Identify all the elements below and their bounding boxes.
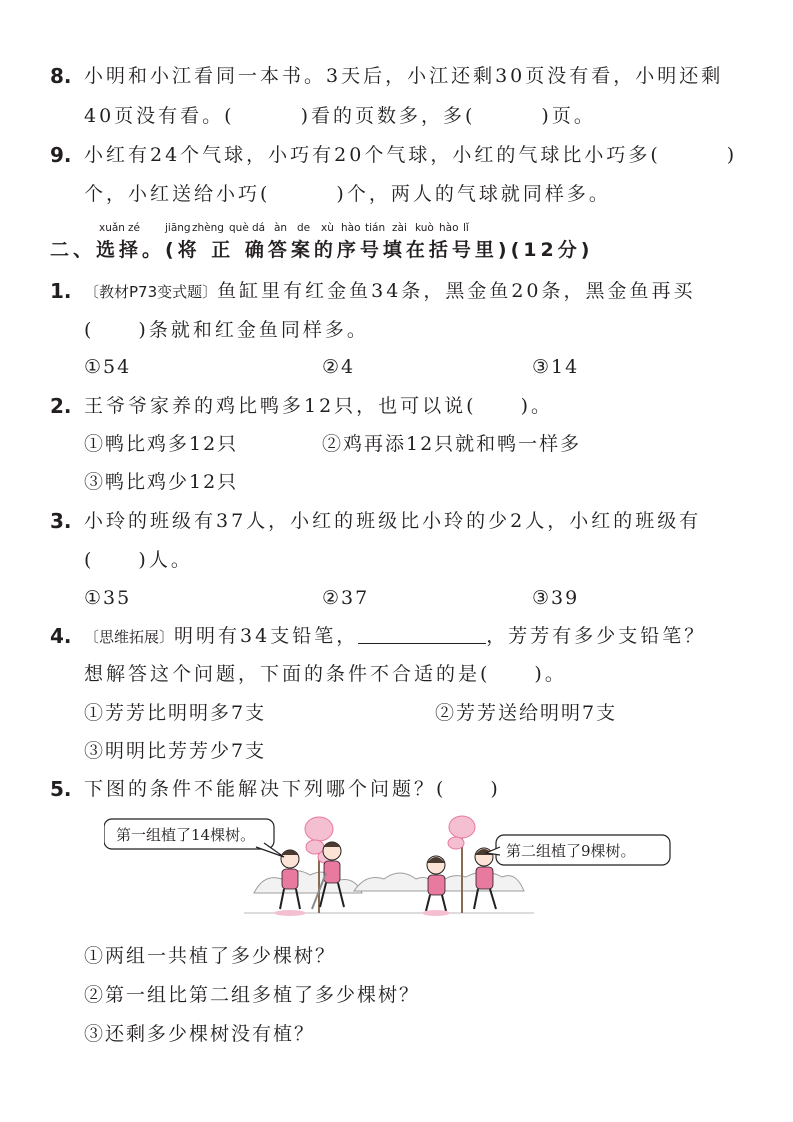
- choice-5-option-c[interactable]: ③还剩多少棵树没有植？: [84, 1023, 316, 1045]
- choice-1-tag: 〔教材P73变式题〕: [84, 283, 218, 301]
- choice-5-option-a[interactable]: ①两组一共植了多少棵树？: [84, 945, 337, 967]
- choice-4-option-c[interactable]: ③明明比芳芳少7支: [84, 740, 267, 762]
- choice-2-option-b[interactable]: ②鸡再添12只就和鸭一样多: [322, 433, 582, 455]
- pinyin-jiang: jiāng: [165, 222, 191, 234]
- tree-planting-illustration: [104, 813, 694, 927]
- pinyin-de: de: [297, 222, 311, 234]
- pinyin-xu: xù: [321, 222, 334, 234]
- choice-3-line-1: 小玲的班级有37人，小红的班级比小玲的少2人，小红的班级有: [84, 510, 702, 532]
- choice-3-option-b[interactable]: ②37: [322, 587, 370, 609]
- choice-3-number: 3.: [50, 509, 72, 533]
- choice-1-line-1: [84, 277, 696, 306]
- choice-4-number: 4.: [50, 624, 72, 648]
- question-9-number: 9.: [50, 143, 72, 167]
- answer-blank-line[interactable]: [358, 625, 486, 644]
- question-8-line-2: 40页没有看。( )看的页数多，多( )页。: [84, 105, 596, 127]
- choice-4-line-1: [84, 622, 706, 651]
- left-speech-bubble: [104, 819, 284, 857]
- choice-1-text: 鱼缸里有红金鱼34条，黑金鱼20条，黑金鱼再买: [217, 280, 696, 302]
- choice-4-text-b: ，芳芳有多少支铅笔？: [486, 625, 707, 647]
- pinyin-kuo: kuò: [415, 222, 434, 234]
- question-9-line-1: 小红有24个气球，小巧有20个气球，小红的气球比小巧多( ): [84, 144, 738, 166]
- pinyin-tian: tián: [365, 222, 386, 234]
- right-bubble-text: 第二组植了9棵树。: [506, 842, 636, 860]
- question-8-line-1: 小明和小江看同一本书。3天后，小江还剩30页没有看，小明还剩: [84, 65, 724, 87]
- pinyin-da: dá: [252, 222, 266, 234]
- pinyin-zheng: zhèng: [192, 222, 224, 234]
- choice-5-option-b[interactable]: ②第一组比第二组多植了多少棵树？: [84, 984, 421, 1006]
- right-tree: [448, 816, 475, 913]
- choice-5-number: 5.: [50, 777, 72, 801]
- choice-1-option-b[interactable]: ②4: [322, 356, 356, 378]
- pinyin-que: què: [229, 222, 249, 234]
- question-9-line-2: 个，小红送给小巧( )个，两人的气球就同样多。: [84, 183, 611, 205]
- choice-1-number: 1.: [50, 279, 72, 303]
- pinyin-li: lǐ: [463, 222, 469, 234]
- choice-3-option-a[interactable]: ①35: [84, 587, 132, 609]
- pinyin-xuan: xuǎn: [99, 222, 125, 234]
- choice-4-option-a[interactable]: ①芳芳比明明多7支: [84, 702, 267, 724]
- choice-1-option-a[interactable]: ①54: [84, 356, 132, 378]
- choice-2-option-c[interactable]: ③鸭比鸡少12只: [84, 471, 239, 493]
- right-speech-bubble: [486, 835, 670, 865]
- choice-1-option-c[interactable]: ③14: [532, 356, 580, 378]
- choice-2-number: 2.: [50, 394, 72, 418]
- pinyin-ze: zé: [128, 222, 140, 234]
- choice-5-line-1: 下图的条件不能解决下列哪个问题？( ): [84, 778, 501, 800]
- pinyin-zai: zài: [392, 222, 407, 234]
- left-bubble-text: 第一组植了14棵树。: [116, 826, 256, 844]
- choice-4-text-a: 明明有34支铅笔，: [174, 625, 359, 647]
- pinyin-an: àn: [274, 222, 288, 234]
- choice-3-line-2: ( )人。: [84, 549, 193, 571]
- choice-1-line-2: ( )条就和红金鱼同样多。: [84, 319, 369, 341]
- choice-2-line-1: 王爷爷家养的鸡比鸭多12只，也可以说( )。: [84, 395, 554, 417]
- pinyin-hao-2: hào: [439, 222, 459, 234]
- question-8-number: 8.: [50, 64, 72, 88]
- choice-3-option-c[interactable]: ③39: [532, 587, 580, 609]
- choice-2-option-a[interactable]: ①鸭比鸡多12只: [84, 433, 239, 455]
- section-2-heading: 二、选择。(将 正 确答案的序号填在括号里)(12分): [50, 239, 594, 261]
- choice-4-tag: 〔思维拓展〕: [84, 628, 175, 646]
- pinyin-hao: hào: [341, 222, 361, 234]
- choice-4-option-b[interactable]: ②芳芳送给明明7支: [435, 702, 618, 724]
- choice-4-line-2: 想解答这个问题，下面的条件不合适的是( )。: [84, 663, 567, 685]
